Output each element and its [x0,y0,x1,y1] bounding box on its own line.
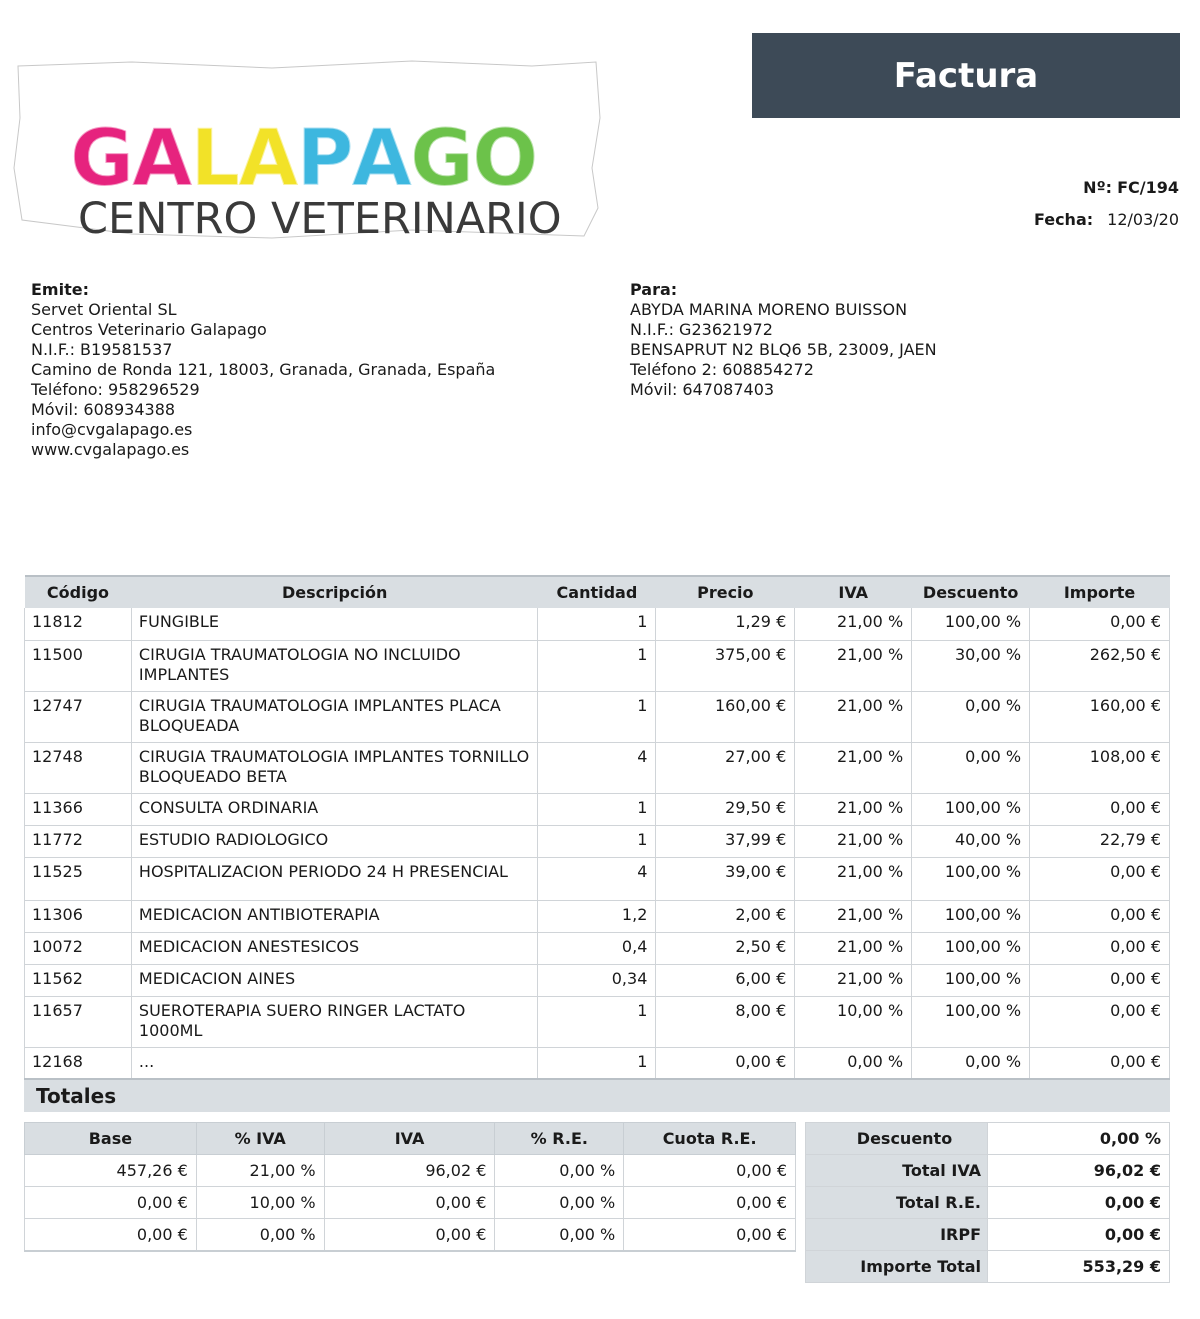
items-cell: 0,00 € [1030,932,1170,964]
items-cell: 0,00 € [656,1047,795,1079]
items-cell: ... [131,1047,538,1079]
logo-letter: A [132,114,191,204]
items-row [25,608,1170,640]
items-cell: CIRUGIA TRAUMATOLOGIA IMPLANTES TORNILLO BLOQUEADO BETA [131,742,538,793]
items-cell: 8,00 € [656,996,795,1047]
items-cell: 4 [538,742,656,793]
items-cell: 11772 [25,825,132,857]
tax-cell: 0,00 % [495,1155,624,1187]
items-cell: SUEROTERAPIA SUERO RINGER LACTATO 1000ML [131,996,538,1047]
items-cell: 0,00 % [795,1047,912,1079]
items-cell: 1 [538,640,656,691]
recipient-line: N.I.F.: G23621972 [630,320,773,339]
items-row [25,932,1170,964]
items-cell: 11525 [25,857,132,900]
items-cell: 21,00 % [795,932,912,964]
items-header-cell: Descripción [131,576,538,608]
logo-letter: O [472,114,537,204]
tax-header-cell: Base [25,1123,197,1155]
items-cell: 100,00 % [912,793,1030,825]
summary-row [806,1219,1170,1251]
items-cell: 100,00 % [912,932,1030,964]
items-cell: CIRUGIA TRAUMATOLOGIA IMPLANTES PLACA BLOQUEADA [131,691,538,742]
summary-value: 553,29 € [988,1251,1170,1283]
issuer-block [31,280,495,460]
items-cell: 100,00 % [912,996,1030,1047]
recipient-line: BENSAPRUT N2 BLQ6 5B, 23009, JAEN [630,340,937,359]
tax-cell: 0,00 € [624,1219,796,1251]
tax-header-row [25,1123,796,1155]
items-cell: 21,00 % [795,691,912,742]
items-cell: 12168 [25,1047,132,1079]
items-header-cell: Importe [1030,576,1170,608]
items-cell: 12747 [25,691,132,742]
recipient-block [630,280,937,400]
logo-letter: A [351,114,411,204]
items-cell: 2,50 € [656,932,795,964]
summary-value: 0,00 € [988,1187,1170,1219]
tax-row [25,1219,796,1251]
summary-value: 96,02 € [988,1155,1170,1187]
items-cell: 6,00 € [656,964,795,996]
logo-letter: L [190,114,239,204]
issuer-line: Servet Oriental SL [31,300,177,319]
items-cell: 0,00 % [912,691,1030,742]
items-cell: 1 [538,691,656,742]
items-cell: 11500 [25,640,132,691]
items-cell: 12748 [25,742,132,793]
tax-header-cell: IVA [324,1123,495,1155]
items-cell: 100,00 % [912,608,1030,640]
recipient-heading: Para: [630,280,678,299]
tax-breakdown-table [24,1122,796,1252]
issuer-heading: Emite: [31,280,89,299]
items-cell: 108,00 € [1030,742,1170,793]
items-header-cell: Cantidad [538,576,656,608]
items-cell: 21,00 % [795,640,912,691]
tax-cell: 0,00 € [624,1187,796,1219]
items-cell: 1 [538,793,656,825]
tax-row [25,1155,796,1187]
document-title: Factura [893,55,1039,96]
items-cell: 40,00 % [912,825,1030,857]
items-cell: 4 [538,857,656,900]
items-row [25,691,1170,742]
tax-cell: 0,00 % [495,1187,624,1219]
tax-cell: 96,02 € [324,1155,495,1187]
invoice-number [1083,178,1179,197]
items-header-cell: Precio [656,576,795,608]
tax-header-cell: Cuota R.E. [624,1123,796,1155]
tax-cell: 0,00 € [624,1155,796,1187]
items-cell: FUNGIBLE [131,608,538,640]
items-cell: 375,00 € [656,640,795,691]
items-cell: 21,00 % [795,608,912,640]
items-cell: 10072 [25,932,132,964]
items-cell: 100,00 % [912,900,1030,932]
items-cell: 21,00 % [795,825,912,857]
items-table [24,575,1170,1080]
items-cell: MEDICACION ANTIBIOTERAPIA [131,900,538,932]
tax-cell: 0,00 € [25,1219,197,1251]
summary-row [806,1251,1170,1283]
items-body [25,608,1170,1079]
tax-header-cell: % IVA [196,1123,324,1155]
items-cell: 1 [538,1047,656,1079]
invoice-date-value: 12/03/20 [1107,210,1179,229]
recipient-line: Teléfono 2: 608854272 [630,360,814,379]
items-cell: MEDICACION AINES [131,964,538,996]
items-cell: 1 [538,825,656,857]
items-row [25,900,1170,932]
recipient-line: Móvil: 647087403 [630,380,775,399]
items-cell: 0,00 % [912,742,1030,793]
tax-cell: 457,26 € [25,1155,197,1187]
items-header-cell: Código [25,576,132,608]
items-cell: 100,00 % [912,857,1030,900]
items-row [25,1047,1170,1079]
items-cell: 1,29 € [656,608,795,640]
tax-cell: 0,00 € [324,1219,495,1251]
items-row [25,793,1170,825]
tax-cell: 0,00 € [25,1187,197,1219]
items-cell: 0,00 € [1030,996,1170,1047]
tax-cell: 0,00 % [196,1219,324,1251]
totals-summary-table [805,1122,1170,1283]
summary-label: Descuento [806,1123,988,1155]
items-cell: 160,00 € [1030,691,1170,742]
items-cell: 21,00 % [795,900,912,932]
items-cell: 21,00 % [795,742,912,793]
items-cell: 21,00 % [795,964,912,996]
items-row [25,857,1170,900]
issuer-email[interactable]: info@cvgalapago.es [31,420,193,439]
summary-row [806,1155,1170,1187]
items-cell: 262,50 € [1030,640,1170,691]
recipient-line: ABYDA MARINA MORENO BUISSON [630,300,908,319]
items-cell: 39,00 € [656,857,795,900]
items-cell: 30,00 % [912,640,1030,691]
summary-label: Total IVA [806,1155,988,1187]
summary-label: Total R.E. [806,1187,988,1219]
items-cell: 0,00 € [1030,608,1170,640]
items-cell: 100,00 % [912,964,1030,996]
items-row [25,996,1170,1047]
items-row [25,640,1170,691]
items-cell: 21,00 % [795,793,912,825]
items-row [25,964,1170,996]
tax-cell: 21,00 % [196,1155,324,1187]
items-cell: 1,2 [538,900,656,932]
issuer-line: Teléfono: 958296529 [31,380,200,399]
logo-letter: G [70,114,133,204]
items-cell: 0,00 % [912,1047,1030,1079]
logo-letter: G [410,114,473,204]
items-cell: 0,34 [538,964,656,996]
items-cell: 0,00 € [1030,900,1170,932]
invoice-date [1034,210,1179,229]
items-cell: 22,79 € [1030,825,1170,857]
logo-wordmark [70,114,537,204]
tax-row [25,1187,796,1219]
items-row [25,742,1170,793]
items-cell: CONSULTA ORDINARIA [131,793,538,825]
summary-row [806,1187,1170,1219]
items-cell: 0,00 € [1030,1047,1170,1079]
summary-row [806,1123,1170,1155]
items-cell: 21,00 % [795,857,912,900]
items-cell: 11657 [25,996,132,1047]
items-cell: 1 [538,996,656,1047]
items-cell: 11562 [25,964,132,996]
tax-cell: 10,00 % [196,1187,324,1219]
invoice-number-label: Nº: [1083,178,1112,197]
items-cell: 27,00 € [656,742,795,793]
summary-label: IRPF [806,1219,988,1251]
items-cell: 0,00 € [1030,793,1170,825]
tax-cell: 0,00 € [324,1187,495,1219]
summary-value: 0,00 € [988,1219,1170,1251]
items-header-cell: Descuento [912,576,1030,608]
items-header-row [25,576,1170,608]
tax-body [25,1155,796,1251]
issuer-line: Camino de Ronda 121, 18003, Granada, Granada, España [31,360,496,379]
totals-heading-bar [24,1078,1170,1112]
items-cell: 0,4 [538,932,656,964]
items-header-cell: IVA [795,576,912,608]
items-row [25,825,1170,857]
logo-subtitle: CENTRO VETERINARIO [78,194,562,244]
issuer-line: Móvil: 608934388 [31,400,176,419]
items-cell: 0,00 € [1030,964,1170,996]
invoice-number-value: FC/194 [1117,178,1179,197]
issuer-line: N.I.F.: B19581537 [31,340,173,359]
items-cell: 11366 [25,793,132,825]
items-cell: 2,00 € [656,900,795,932]
issuer-line: Centros Veterinario Galapago [31,320,267,339]
items-cell: 0,00 € [1030,857,1170,900]
items-cell: 29,50 € [656,793,795,825]
items-cell: MEDICACION ANESTESICOS [131,932,538,964]
issuer-website[interactable]: www.cvgalapago.es [31,440,190,459]
document-title-box [752,33,1180,118]
items-cell: 11306 [25,900,132,932]
items-cell: 37,99 € [656,825,795,857]
tax-header-cell: % R.E. [495,1123,624,1155]
items-cell: HOSPITALIZACION PERIODO 24 H PRESENCIAL [131,857,538,900]
items-cell: 10,00 % [795,996,912,1047]
totals-heading: Totales [36,1084,117,1108]
logo-letter: P [296,114,352,204]
invoice-date-label: Fecha: [1033,210,1094,229]
items-cell: CIRUGIA TRAUMATOLOGIA NO INCLUIDO IMPLANTES [131,640,538,691]
items-cell: ESTUDIO RADIOLOGICO [131,825,538,857]
logo-letter: A [238,114,297,204]
items-cell: 160,00 € [656,691,795,742]
logo [12,58,602,244]
summary-label: Importe Total [806,1251,988,1283]
items-cell: 11812 [25,608,132,640]
items-cell: 1 [538,608,656,640]
totals-summary-body [806,1123,1170,1283]
tax-cell: 0,00 % [495,1219,624,1251]
summary-value: 0,00 % [988,1123,1170,1155]
